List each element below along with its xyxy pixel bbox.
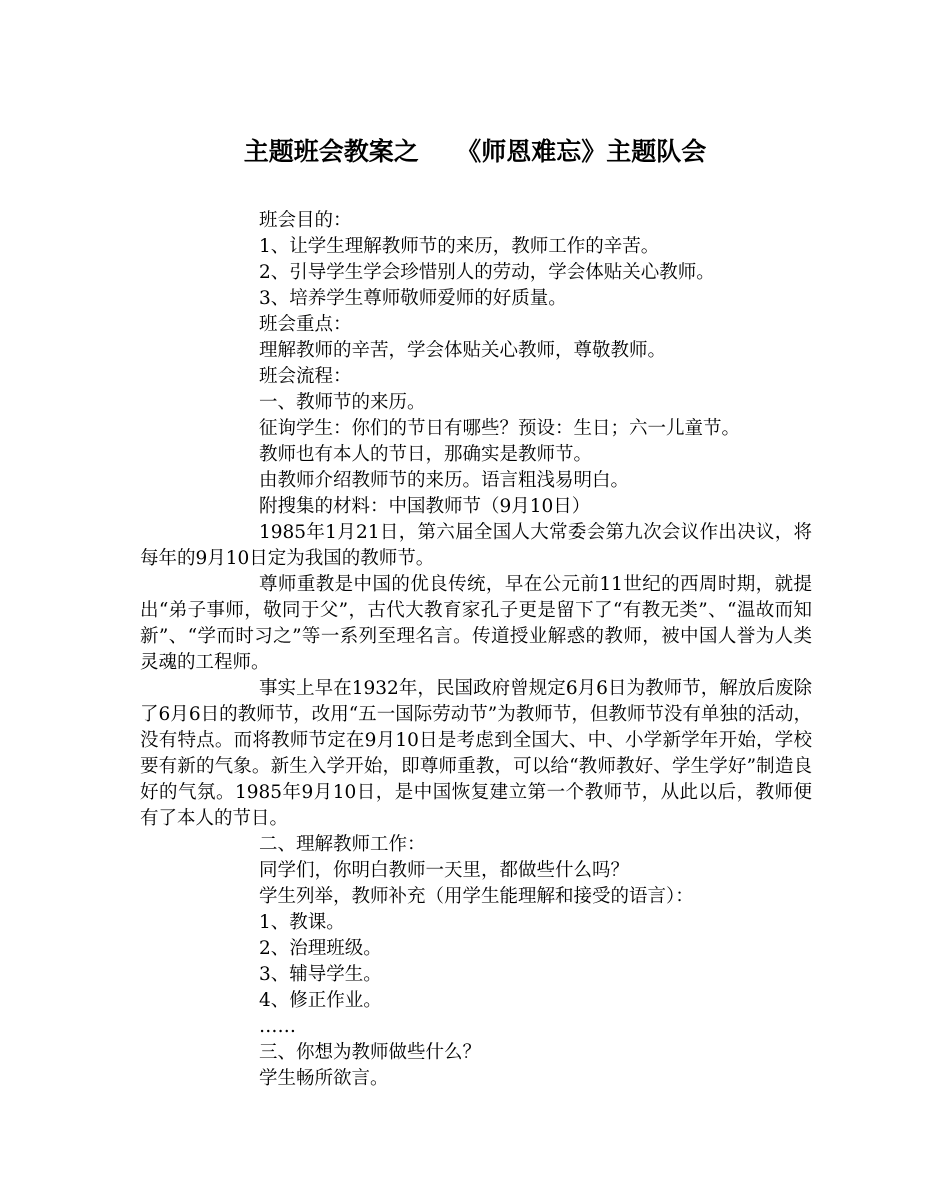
text-line: 1、教课。 <box>259 912 345 933</box>
text-line: 理解教师的辛苦，学会体贴关心教师，尊敬教师。 <box>259 340 667 361</box>
text-line: 三、你想为教师做些什么？ <box>259 1042 482 1063</box>
text-line: 4、修正作业。 <box>259 990 382 1011</box>
text-line: 班会流程： <box>259 366 352 387</box>
paragraph: 1985年1月21日，第六届全国人大常委会第九次会议作出决议，将每年的9月10日定为我国的教师节。 <box>140 522 812 569</box>
text-line: …… <box>259 1016 296 1037</box>
text-line: 3、培养学生尊师敬师爱师的好质量。 <box>259 288 567 309</box>
text-line: 同学们，你明白教师一天里，都做些什么吗？ <box>259 860 630 881</box>
text-line: 学生畅所欲言。 <box>259 1068 389 1089</box>
text-line: 3、辅导学生。 <box>259 964 382 985</box>
paragraph: 尊师重教是中国的优良传统，早在公元前11世纪的西周时期，就提出“弟子事师，敬同于父”，古代大教育家孔子更是留下了“有教无类”、“温故而知新”、“学而时习之”等一系列至理名言。传道授业解惑的教师，被中国人誉为人类灵魂的工程师。 <box>140 574 812 673</box>
document-body <box>140 208 812 1092</box>
paragraph: 事实上早在1932年，民国政府曾规定6月6日为教师节，解放后废除了6月6日的教师节，改用“五一国际劳动节”为教师节，但教师节没有单独的活动，没有特点。而将教师节定在9月10日是考虑到全国大、中、小学新学年开始，学校要有新的气象。新生入学开始，即尊师重教，可以给“教师教好、学生学好”制造良好的气氛。1985年9月10日，是中国恢复建立第一个教师节，从此以后，教师便有了本人的节日。 <box>140 678 812 829</box>
text-line: 班会重点： <box>259 314 352 335</box>
document-title: 主题班会教案之 《师恩难忘》主题队会 <box>243 137 707 166</box>
text-line: 1、让学生理解教师节的来历，教师工作的辛苦。 <box>259 236 660 257</box>
text-line: 教师也有本人的节日，那确实是教师节。 <box>259 444 593 465</box>
text-line: 征询学生：你们的节日有哪些？预设：生日；六一儿童节。 <box>259 418 741 439</box>
text-line: 一、教师节的来历。 <box>259 392 426 413</box>
text-line: 2、引导学生学会珍惜别人的劳动，学会体贴关心教师。 <box>259 262 715 283</box>
text-line: 2、治理班级。 <box>259 938 382 959</box>
text-line: 学生列举，教师补充（用学生能理解和接受的语言）： <box>259 886 694 907</box>
text-line: 由教师介绍教师节的来历。语言粗浅易明白。 <box>259 470 630 491</box>
text-line: 班会目的： <box>259 210 352 231</box>
text-line: 附搜集的材料：中国教师节（9月10日） <box>259 496 591 517</box>
text-line: 二、理解教师工作： <box>259 834 426 855</box>
